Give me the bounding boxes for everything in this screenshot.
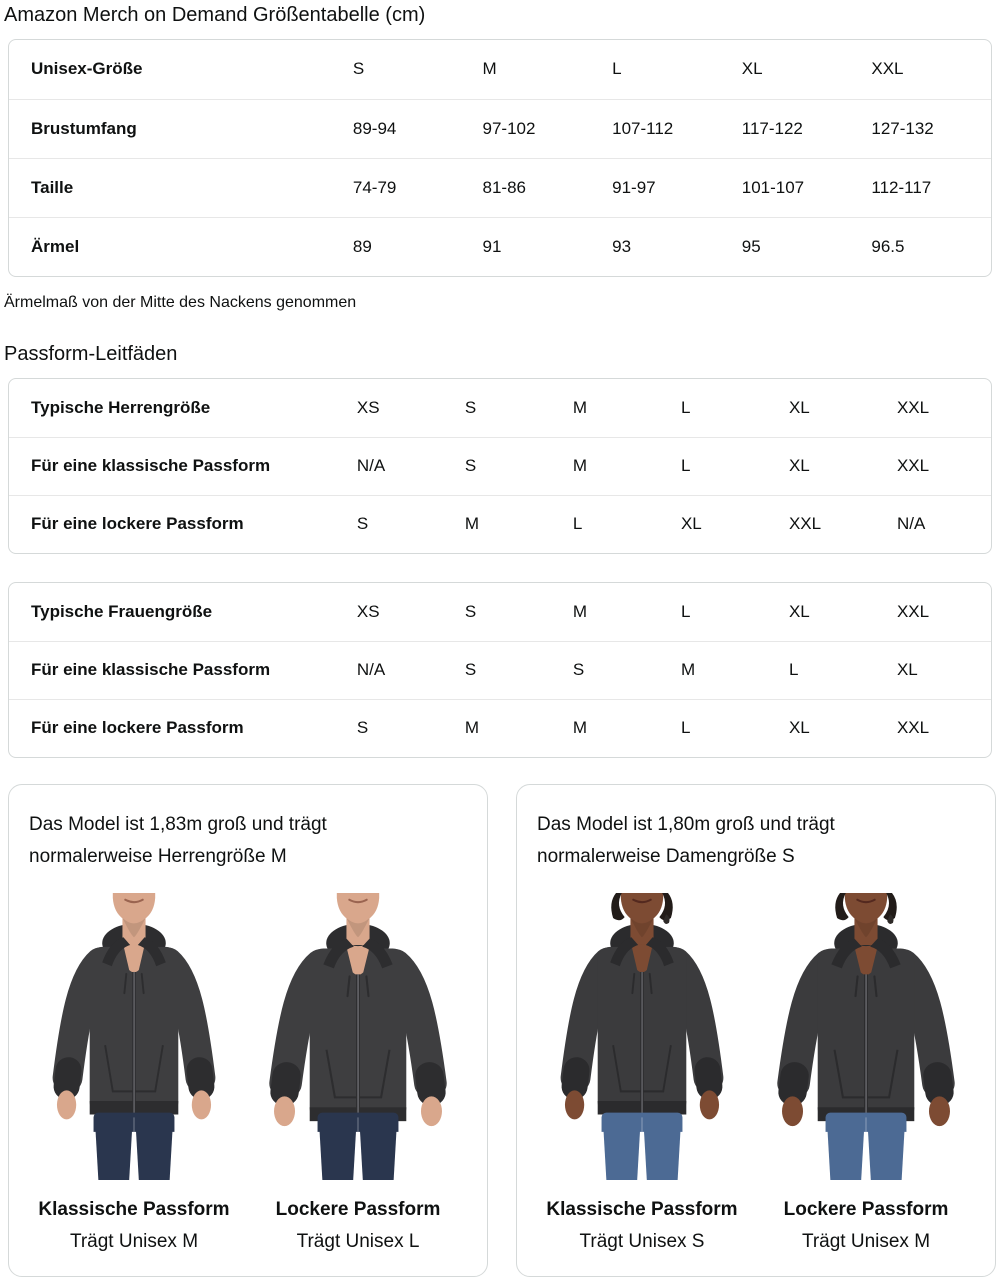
size-value: M bbox=[482, 59, 497, 79]
row-label: Für eine klassische Passform bbox=[31, 456, 271, 476]
model-cards bbox=[8, 784, 992, 1277]
row-label: Ärmel bbox=[31, 236, 80, 256]
row-label: Typische Frauengröße bbox=[31, 601, 213, 621]
mens-model-card bbox=[8, 784, 488, 1277]
row-label: Für eine lockere Passform bbox=[31, 718, 244, 738]
size-value: L bbox=[788, 660, 799, 680]
measure-value: 93 bbox=[612, 236, 632, 256]
figure-caption bbox=[29, 1198, 239, 1254]
waist-row bbox=[9, 158, 991, 217]
size-value: N/A bbox=[356, 660, 386, 680]
size-value: M bbox=[464, 718, 480, 738]
measure-value: 127-132 bbox=[871, 118, 934, 138]
measure-value: 81-86 bbox=[482, 177, 526, 197]
size-value: M bbox=[464, 514, 480, 534]
size-value: S bbox=[356, 718, 369, 738]
size-value: S bbox=[356, 514, 369, 534]
typical-mens-size-row bbox=[9, 379, 991, 437]
unisex-size-table bbox=[8, 39, 992, 277]
size-value: M bbox=[572, 718, 588, 738]
row-label: Typische Herrengröße bbox=[31, 397, 211, 417]
size-value: N/A bbox=[896, 514, 926, 534]
measure-value: 74-79 bbox=[352, 177, 397, 197]
womens-classic-fit-figure bbox=[537, 893, 747, 1254]
row-label: Für eine klassische Passform bbox=[31, 660, 271, 680]
figure-caption bbox=[761, 1198, 971, 1254]
mens-classic-fit-figure bbox=[29, 893, 239, 1254]
size-value: XL bbox=[788, 456, 810, 476]
sleeve-measure-note: Ärmelmaß von der Mitte des Nackens genommen bbox=[4, 294, 357, 311]
male-model-classic-fit-photo bbox=[29, 893, 239, 1180]
size-value: XL bbox=[788, 718, 810, 738]
worn-size: Trägt Unisex M bbox=[69, 1230, 199, 1252]
womens-fit-table bbox=[8, 582, 992, 758]
size-value: XL bbox=[788, 601, 810, 621]
worn-size: Trägt Unisex L bbox=[296, 1230, 420, 1252]
size-value: M bbox=[680, 660, 696, 680]
male-model-loose-fit-photo bbox=[253, 893, 463, 1180]
size-value: S bbox=[464, 456, 477, 476]
measure-value: 91-97 bbox=[612, 177, 656, 197]
size-value: M bbox=[572, 397, 588, 417]
womens-model-description: Das Model ist 1,80m groß und trägt normalerweise Damengröße S bbox=[537, 814, 835, 867]
size-value: XL bbox=[896, 660, 918, 680]
size-value: XXL bbox=[871, 59, 904, 79]
worn-size: Trägt Unisex S bbox=[579, 1230, 705, 1252]
female-model-classic-fit-photo bbox=[537, 893, 747, 1180]
size-value: L bbox=[680, 397, 691, 417]
womens-classic-fit-row bbox=[9, 641, 991, 699]
womens-model-figures bbox=[537, 893, 971, 1254]
womens-loose-fit-figure bbox=[761, 893, 971, 1254]
size-value: XXL bbox=[896, 718, 930, 738]
size-value: S bbox=[464, 397, 477, 417]
measure-value: 117-122 bbox=[741, 118, 803, 138]
size-value: L bbox=[680, 456, 691, 476]
row-label: Taille bbox=[31, 177, 74, 197]
measure-value: 101-107 bbox=[741, 177, 805, 197]
size-value: S bbox=[572, 660, 585, 680]
size-value: XXL bbox=[896, 601, 930, 621]
typical-womens-size-row bbox=[9, 583, 991, 641]
figure-caption bbox=[537, 1198, 747, 1254]
measure-value: 95 bbox=[741, 236, 761, 256]
row-label: Brustumfang bbox=[31, 118, 137, 138]
mens-loose-fit-row bbox=[9, 495, 991, 553]
size-value: M bbox=[572, 601, 588, 621]
female-model-loose-fit-photo bbox=[761, 893, 971, 1180]
fit-name: Klassische Passform bbox=[546, 1198, 738, 1220]
size-value: S bbox=[464, 660, 477, 680]
figure-caption bbox=[253, 1198, 463, 1254]
size-value: XXL bbox=[788, 514, 822, 534]
size-value: S bbox=[352, 59, 365, 79]
size-value: N/A bbox=[356, 456, 386, 476]
size-value: XS bbox=[356, 601, 380, 621]
womens-model-card bbox=[516, 784, 996, 1277]
size-value: L bbox=[680, 601, 691, 621]
mens-model-figures bbox=[29, 893, 463, 1254]
mens-loose-fit-figure bbox=[253, 893, 463, 1254]
size-value: XXL bbox=[896, 456, 930, 476]
womens-loose-fit-row bbox=[9, 699, 991, 757]
size-value: XL bbox=[741, 59, 763, 79]
fit-name: Klassische Passform bbox=[38, 1198, 230, 1220]
size-value: XL bbox=[680, 514, 702, 534]
mens-fit-table bbox=[8, 378, 992, 554]
measure-value: 112-117 bbox=[871, 177, 932, 197]
chest-row bbox=[9, 99, 991, 158]
row-label: Für eine lockere Passform bbox=[31, 514, 244, 534]
mens-model-description: Das Model ist 1,83m groß und trägt normalerweise Herrengröße M bbox=[29, 814, 327, 867]
worn-size: Trägt Unisex M bbox=[801, 1230, 931, 1252]
row-label: Unisex-Größe bbox=[31, 59, 143, 79]
size-value: XL bbox=[788, 397, 810, 417]
fit-name: Lockere Passform bbox=[783, 1198, 949, 1220]
measure-value: 89-94 bbox=[352, 118, 397, 138]
measure-value: 89 bbox=[352, 236, 372, 256]
size-value: XXL bbox=[896, 397, 930, 417]
measure-value: 96.5 bbox=[871, 236, 905, 256]
measure-value: 91 bbox=[482, 236, 502, 256]
measure-value: 97-102 bbox=[482, 118, 536, 138]
size-value: L bbox=[572, 514, 583, 534]
size-value: M bbox=[572, 456, 588, 476]
page-title: Amazon Merch on Demand Größentabelle (cm) bbox=[4, 4, 426, 26]
measure-value: 107-112 bbox=[612, 118, 674, 138]
size-value: XS bbox=[356, 397, 380, 417]
size-value: L bbox=[680, 718, 691, 738]
size-value: L bbox=[612, 59, 622, 79]
fit-guides-heading: Passform-Leitfäden bbox=[4, 343, 178, 365]
mens-classic-fit-row bbox=[9, 437, 991, 495]
unisex-size-header-row bbox=[9, 40, 991, 99]
size-chart-page bbox=[0, 3, 1000, 1277]
size-value: S bbox=[464, 601, 477, 621]
fit-name: Lockere Passform bbox=[275, 1198, 441, 1220]
sleeve-row bbox=[9, 217, 991, 276]
